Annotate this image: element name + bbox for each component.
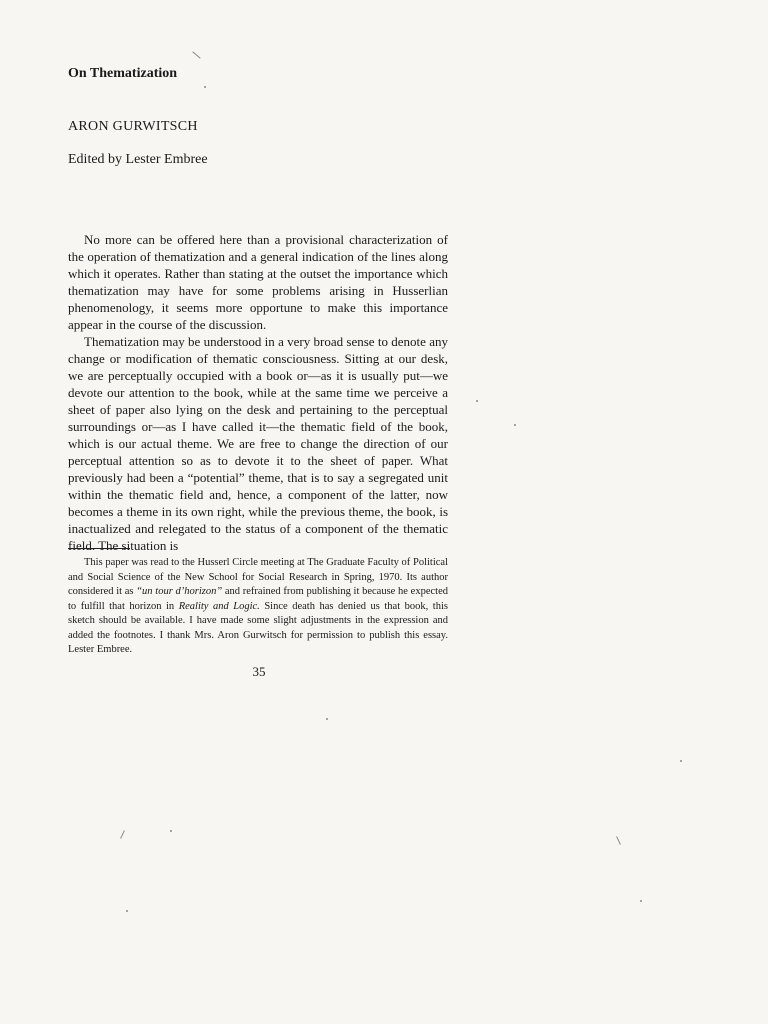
footnote-divider: [68, 548, 130, 549]
footnote: [68, 556, 448, 658]
paragraph: Thematization may be understood in a very broad sense to denote any change or modification of thematic consciousness. Sitting at our desk, we are perceptually occupied with a book or—as it is usually put—we devote our attention to the book, while at the same time we perceive a sheet of paper also lying on the desk and pertaining to the perceptual surroundings or—as I have called it—the thematic field of the book, which is our actual theme. We are free to change the direction of our perceptual attention so as to devote it to the sheet of paper. What previously had been a “potential” theme, that is to say a segregated unit within the thematic field and, hence, a component of the latter, now becomes a theme in its own right, while the previous theme, the book, is inactualized and relegated to the status of a component of the thematic field. The situation is: [68, 334, 448, 553]
scan-speck: [476, 400, 478, 402]
scan-mark: [192, 51, 200, 58]
article-body: [68, 231, 448, 554]
scan-speck: [680, 760, 682, 762]
page-number: 35: [252, 664, 266, 679]
scan-speck: [640, 900, 642, 902]
footnote-text: This paper was read to the Husserl Circle meeting at The Graduate Faculty of Political and Social Science of the New School for Social Research in Spring, 1970. Its author considered it as: [68, 557, 448, 597]
article-title: On Thematization: [68, 66, 178, 81]
scan-mark: [616, 836, 621, 845]
scan-speck: [326, 718, 328, 720]
footnote-italic: Reality and Logic.: [178, 600, 260, 612]
author-name: ARON GURWITSCH: [68, 119, 198, 134]
footnote-italic: “un tour d’horizon”: [136, 586, 223, 597]
scan-speck: [514, 424, 516, 426]
scan-speck: [126, 910, 128, 912]
editor-credit: Edited by Lester Embree: [68, 152, 208, 167]
footnote-text: Since death has denied us that book, this sketch should be available. I have made some slight adjustments in the expression and added the footnotes. I thank Mrs. Aron Gurwitsch for permission to publish this essay. Lester Embree.: [68, 600, 448, 655]
scan-mark: [120, 830, 125, 839]
scan-speck: [170, 830, 172, 832]
paragraph: No more can be offered here than a provisional characterization of the operation of thematization and a general indication of the lines along which it operates. Rather than stating at the outset the importance which thematization may have for some problems arising in Husserlian phenomenology, it seems more opportune to make this importance appear in the course of the discussion.: [68, 232, 448, 332]
footnote-text: and refrained from publishing it because he expected to fulfill that horizon in: [68, 586, 448, 612]
scan-speck: [204, 86, 206, 88]
